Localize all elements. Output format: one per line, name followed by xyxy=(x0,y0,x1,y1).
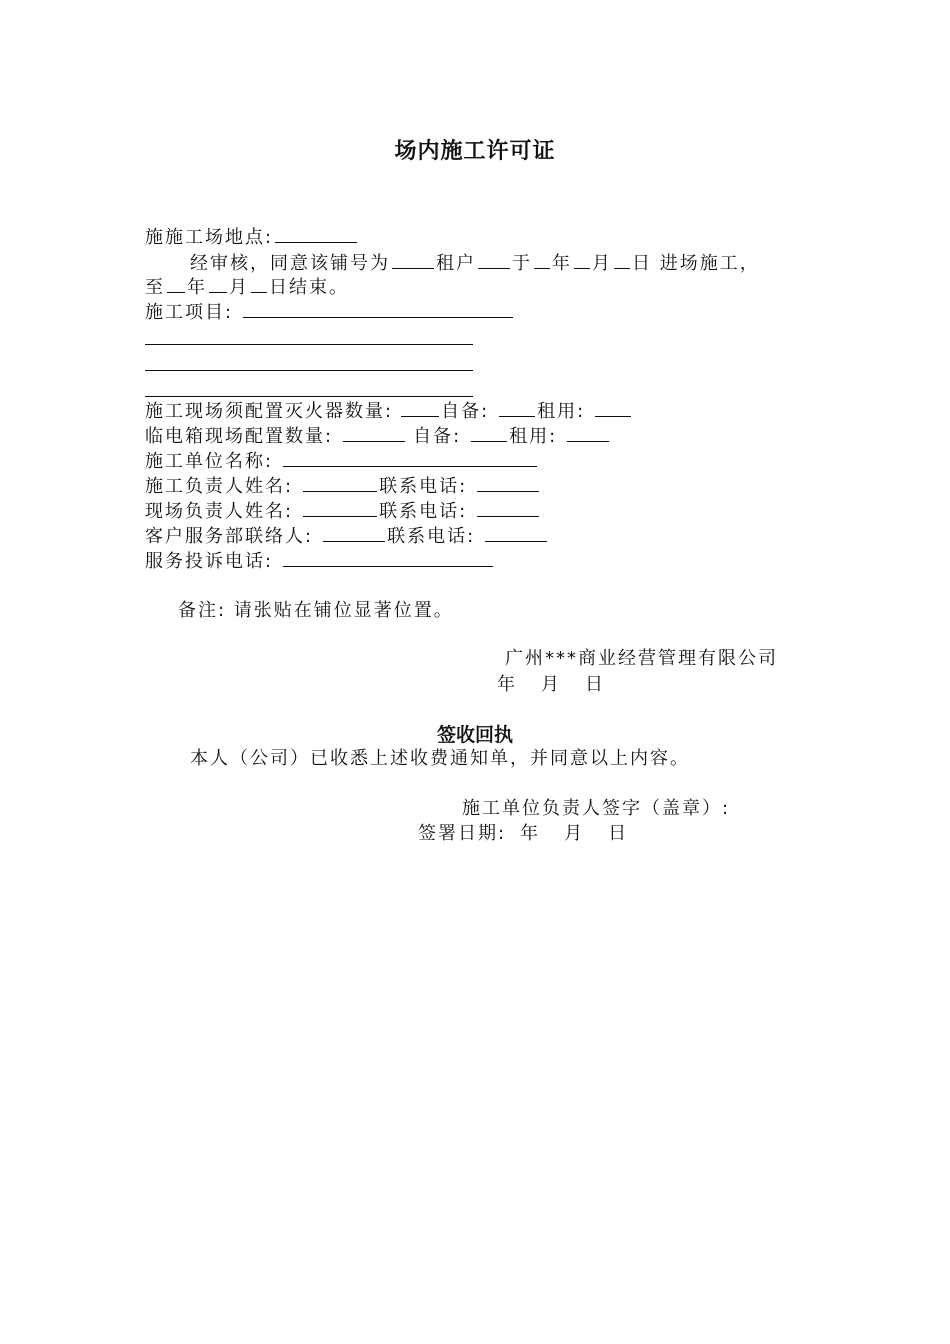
issue-date: 年 月 日 xyxy=(497,674,607,695)
service-contact-phone-label: 联系电话: xyxy=(387,526,476,547)
company-name: 广州***商业经营管理有限公司 xyxy=(505,648,778,669)
site-manager-line xyxy=(145,498,541,524)
approval-text-6: 日 进场施工， xyxy=(632,253,760,274)
start-year-blank xyxy=(534,250,550,269)
construction-manager-phone-label: 联系电话: xyxy=(379,476,468,497)
construction-manager-label: 施工负责人姓名: xyxy=(145,476,294,497)
tenant-blank xyxy=(478,250,510,269)
power-box-qty-blank xyxy=(343,423,405,442)
sign-date-line xyxy=(418,821,630,847)
complaint-blank xyxy=(283,548,493,567)
project-line xyxy=(145,299,515,325)
construction-manager-name-blank xyxy=(303,473,377,492)
power-box-own-blank xyxy=(471,423,507,442)
approval-text-10: 日结束。 xyxy=(269,277,349,298)
start-month-blank xyxy=(574,250,590,269)
approval-text-8: 年 xyxy=(187,277,207,298)
site-manager-label: 现场负责人姓名: xyxy=(145,501,294,522)
approval-text-7: 至 xyxy=(145,277,165,298)
receipt-statement: 本人（公司）已收悉上述收费通知单，并同意以上内容。 xyxy=(190,748,690,769)
complaint-label: 服务投诉电话: xyxy=(145,551,274,572)
power-box-rent-label: 租用: xyxy=(509,426,558,447)
extinguisher-own-label: 自备: xyxy=(441,401,490,422)
power-box-rent-blank xyxy=(567,423,609,442)
approval-text-3: 于 xyxy=(512,253,532,274)
sign-date-value: 年 月 日 xyxy=(520,823,631,844)
power-box-line xyxy=(145,423,611,449)
service-contact-label: 客户服务部联络人: xyxy=(145,526,314,547)
location-line xyxy=(145,224,359,250)
extinguisher-rent-blank xyxy=(595,398,631,417)
site-manager-name-blank xyxy=(303,498,377,517)
complaint-line xyxy=(145,548,495,574)
end-day-blank xyxy=(251,274,267,293)
service-contact-phone-blank xyxy=(485,523,547,542)
approval-line-2 xyxy=(145,274,349,300)
service-contact-line xyxy=(145,523,549,549)
approval-text-1: 经审核，同意该铺号为 xyxy=(190,253,390,274)
end-year-blank xyxy=(167,274,185,293)
approval-text-2: 租户 xyxy=(436,253,476,274)
site-manager-phone-blank xyxy=(477,498,539,517)
site-manager-phone-label: 联系电话: xyxy=(379,501,468,522)
document-title: 场内施工许可证 xyxy=(394,139,556,164)
extinguisher-line xyxy=(145,398,633,424)
project-blank xyxy=(243,299,513,318)
project-rule-2 xyxy=(145,370,473,371)
location-label: 施施工场地点: xyxy=(145,227,274,248)
signature-label: 施工单位负责人签字（盖章）: xyxy=(462,798,731,819)
sign-date-label: 签署日期: xyxy=(418,823,507,844)
start-day-blank xyxy=(614,250,630,269)
extinguisher-rent-label: 租用: xyxy=(537,401,586,422)
project-label: 施工项目: xyxy=(145,302,234,323)
end-month-blank xyxy=(209,274,227,293)
power-box-own-label: 自备: xyxy=(413,426,462,447)
service-contact-name-blank xyxy=(323,523,385,542)
receipt-title: 签收回执 xyxy=(436,724,513,746)
construction-manager-phone-blank xyxy=(477,473,539,492)
approval-text-9: 月 xyxy=(229,277,249,298)
extinguisher-qty-blank xyxy=(401,398,439,417)
note: 备注: 请张贴在铺位显著位置。 xyxy=(178,600,454,621)
extinguisher-own-blank xyxy=(499,398,535,417)
contractor-line xyxy=(145,448,539,474)
approval-text-4: 年 xyxy=(552,253,572,274)
power-box-label: 临电箱现场配置数量: xyxy=(145,426,334,447)
approval-line-1 xyxy=(190,250,760,276)
project-rule-3 xyxy=(145,396,473,397)
extinguisher-label: 施工现场须配置灭火器数量: xyxy=(145,401,394,422)
approval-text-5: 月 xyxy=(592,253,612,274)
contractor-label: 施工单位名称: xyxy=(145,451,274,472)
construction-manager-line xyxy=(145,473,541,499)
shop-number-blank xyxy=(392,250,434,269)
project-rule-1 xyxy=(145,344,473,345)
location-blank xyxy=(275,224,357,243)
contractor-blank xyxy=(283,448,537,467)
